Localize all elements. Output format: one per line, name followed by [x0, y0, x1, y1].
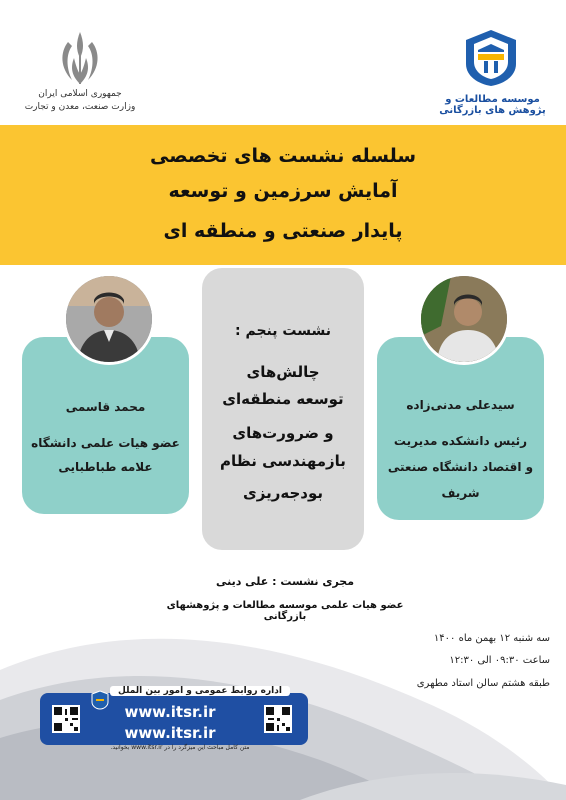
- event-place: طبقه هشتم سالن استاد مطهری: [416, 678, 550, 689]
- speaker-left-role-line1: عضو هیات علمی دانشگاه: [31, 436, 180, 450]
- session-card: [202, 268, 364, 550]
- event-date: سه شنبه ۱۲ بهمن ماه ۱۴۰۰: [433, 633, 550, 644]
- session-topic-line1: چالش‌های: [246, 363, 320, 381]
- website-link-2[interactable]: www.itsr.ir: [124, 724, 216, 742]
- institute-name: موسسه مطالعات و پژوهش های بازرگانی: [439, 94, 546, 116]
- ministry-name: وزارت صنعت، معدن و تجارت: [24, 102, 136, 112]
- moderator-name: مجری نشست : علی دینی: [215, 575, 355, 588]
- series-title-line3: پایدار صنعتی و منطقه ای: [163, 220, 403, 242]
- moderator-affiliation: عضو هیات علمی موسسه مطالعات و پژوهشهای بازرگانی: [166, 600, 404, 622]
- website-link-1[interactable]: www.itsr.ir: [124, 703, 216, 721]
- session-topic-line3: و ضرورت‌های: [232, 424, 334, 442]
- event-time: ساعت ۰۹:۳۰ الی ۱۲:۳۰: [449, 655, 550, 666]
- fine-print: متن کامل مباحث این میزگرد را در www.itsr.ir بخوانید.: [110, 744, 250, 751]
- speaker-right-role-line2: و اقتصاد دانشگاه صنعتی: [387, 460, 534, 474]
- session-label: نشست پنجم :: [235, 323, 331, 339]
- speaker-photo-right: [418, 273, 510, 365]
- speaker-photo-left: [63, 273, 155, 365]
- series-title-line1: سلسله نشست های تخصصی: [149, 145, 417, 167]
- series-title-line2: آمایش سرزمین و توسعه: [168, 180, 398, 202]
- speaker-left-name: محمد قاسمی: [65, 400, 146, 414]
- country-name: جمهوری اسلامی ایران: [38, 89, 122, 99]
- speaker-right-role-line3: شریف: [441, 486, 480, 500]
- session-topic-line4: بازمهندسی نظام: [220, 452, 346, 470]
- person-portrait-icon: [421, 276, 507, 362]
- person-portrait-icon: [66, 276, 152, 362]
- speaker-left-role-line2: علامه طباطبایی: [58, 460, 153, 474]
- qr-code-left-icon: [52, 705, 80, 733]
- speaker-right-role-line1: رئیس دانشکده مدیریت: [393, 434, 528, 448]
- session-topic-line2: توسعه منطقه‌ای: [222, 390, 344, 408]
- public-relations-office: اداره روابط عمومی و امور بین الملل: [110, 686, 290, 696]
- institute-logo-icon: [460, 28, 522, 88]
- session-topic-line5: بودجه‌ریزی: [243, 484, 323, 502]
- iran-emblem-icon: [50, 28, 110, 88]
- speaker-right-name: سیدعلی مدنی‌زاده: [406, 398, 515, 412]
- qr-code-right-icon: [264, 705, 292, 733]
